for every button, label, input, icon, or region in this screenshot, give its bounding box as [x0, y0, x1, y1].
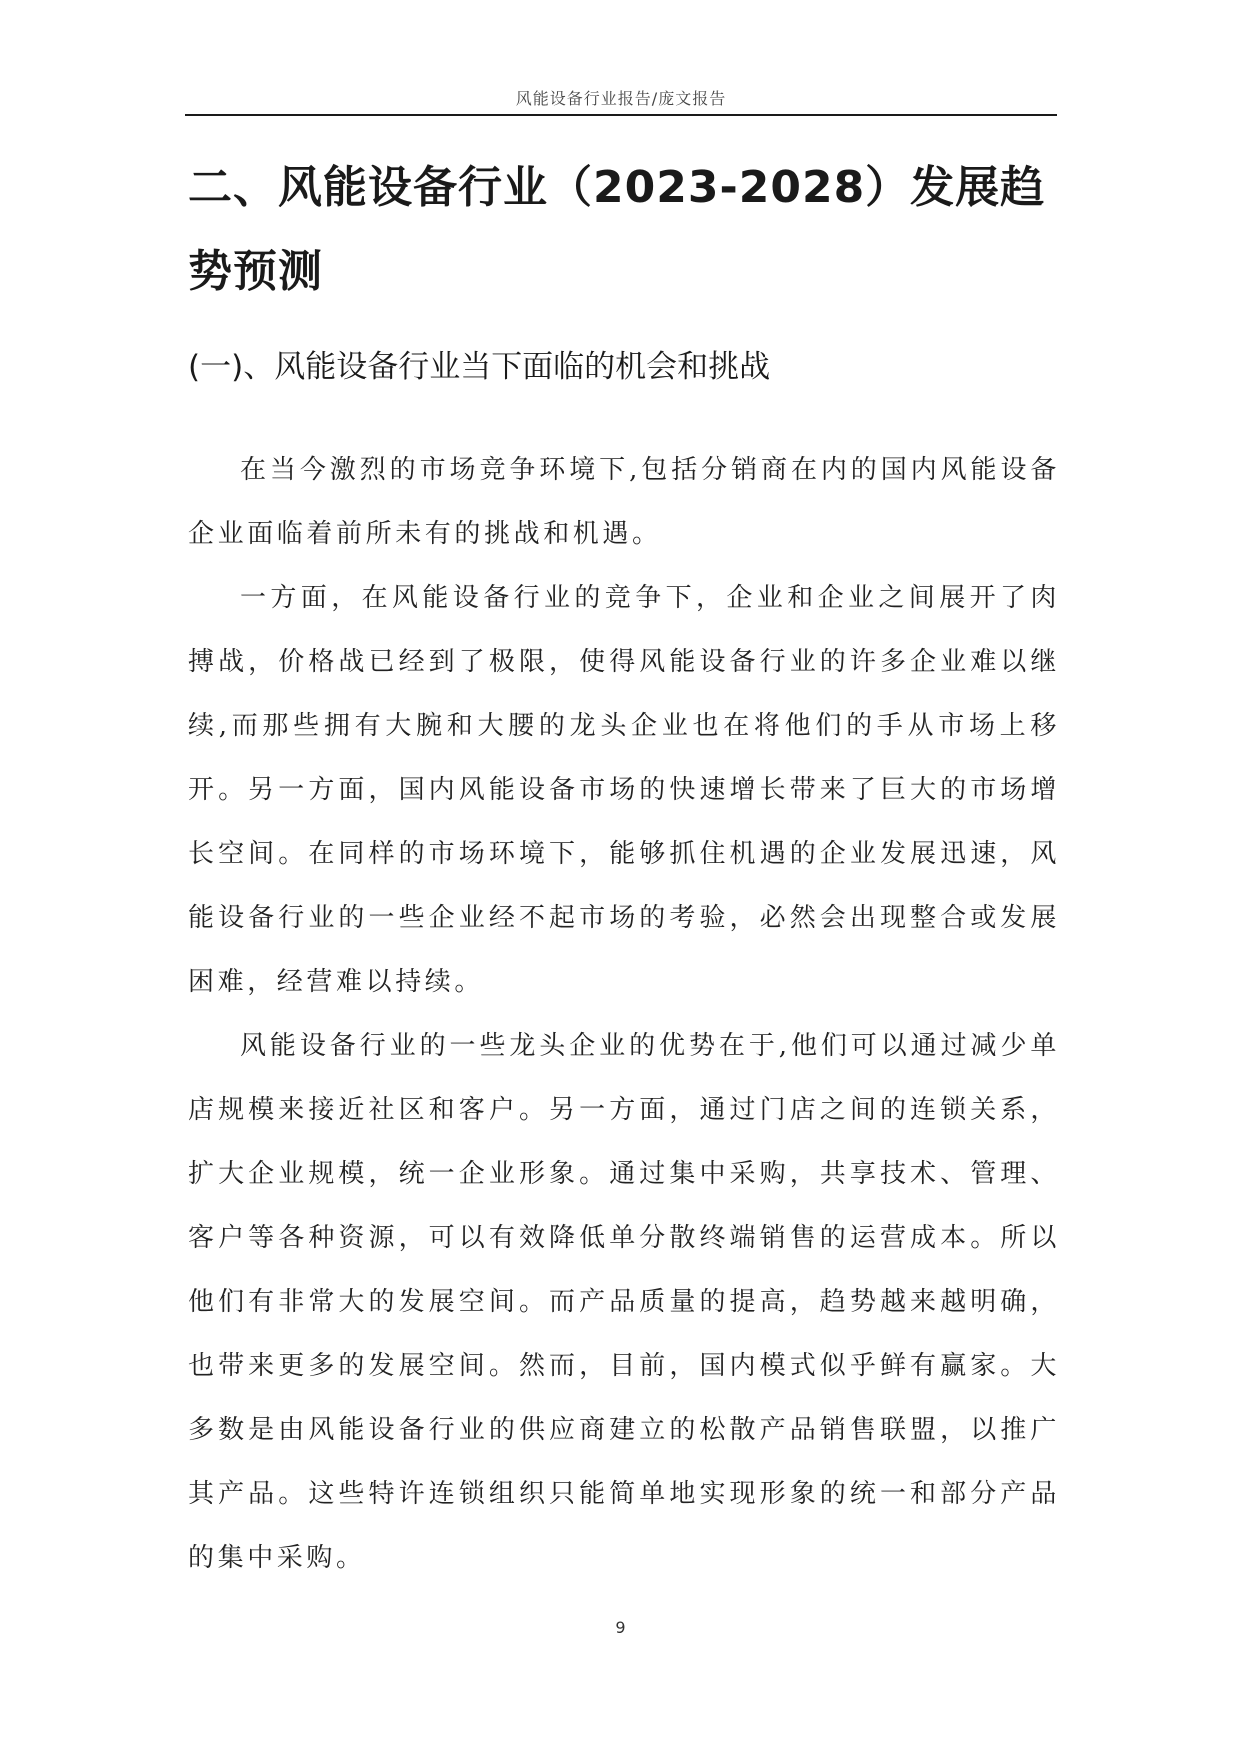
chapter-title: 二、风能设备行业（2023-2028）发展趋势预测	[188, 162, 1046, 297]
body-text	[188, 438, 1060, 1590]
page-number: 9	[615, 1618, 626, 1637]
header-rule	[185, 114, 1057, 116]
section-title: (一)、风能设备行业当下面临的机会和挑战	[188, 349, 771, 385]
paragraph-3: 风能设备行业的一些龙头企业的优势在于,他们可以通过减少单店规模来接近社区和客户。另一方面，通过门店之间的连锁关系，扩大企业规模，统一企业形象。通过集中采购，共享技术、管理、客户等各种资源，可以有效降低单分散终端销售的运营成本。所以他们有非常大的发展空间。而产品质量的提高，趋势越来越明确，也带来更多的发展空间。然而，目前，国内模式似乎鲜有赢家。大多数是由风能设备行业的供应商建立的松散产品销售联盟，以推广其产品。这些特许连锁组织只能简单地实现形象的统一和部分产品的集中采购。	[188, 1031, 1060, 1573]
paragraph-1: 在当今激烈的市场竞争环境下,包括分销商在内的国内风能设备企业面临着前所未有的挑战和机遇。	[188, 455, 1060, 549]
paragraph-2: 一方面，在风能设备行业的竞争下，企业和企业之间展开了肉搏战，价格战已经到了极限，使得风能设备行业的许多企业难以继续,而那些拥有大腕和大腰的龙头企业也在将他们的手从市场上移开。另一方面，国内风能设备市场的快速增长带来了巨大的市场增长空间。在同样的市场环境下，能够抓住机遇的企业发展迅速，风能设备行业的一些企业经不起市场的考验，必然会出现整合或发展困难，经营难以持续。	[188, 583, 1060, 997]
running-header: 风能设备行业报告/庞文报告	[515, 89, 727, 108]
